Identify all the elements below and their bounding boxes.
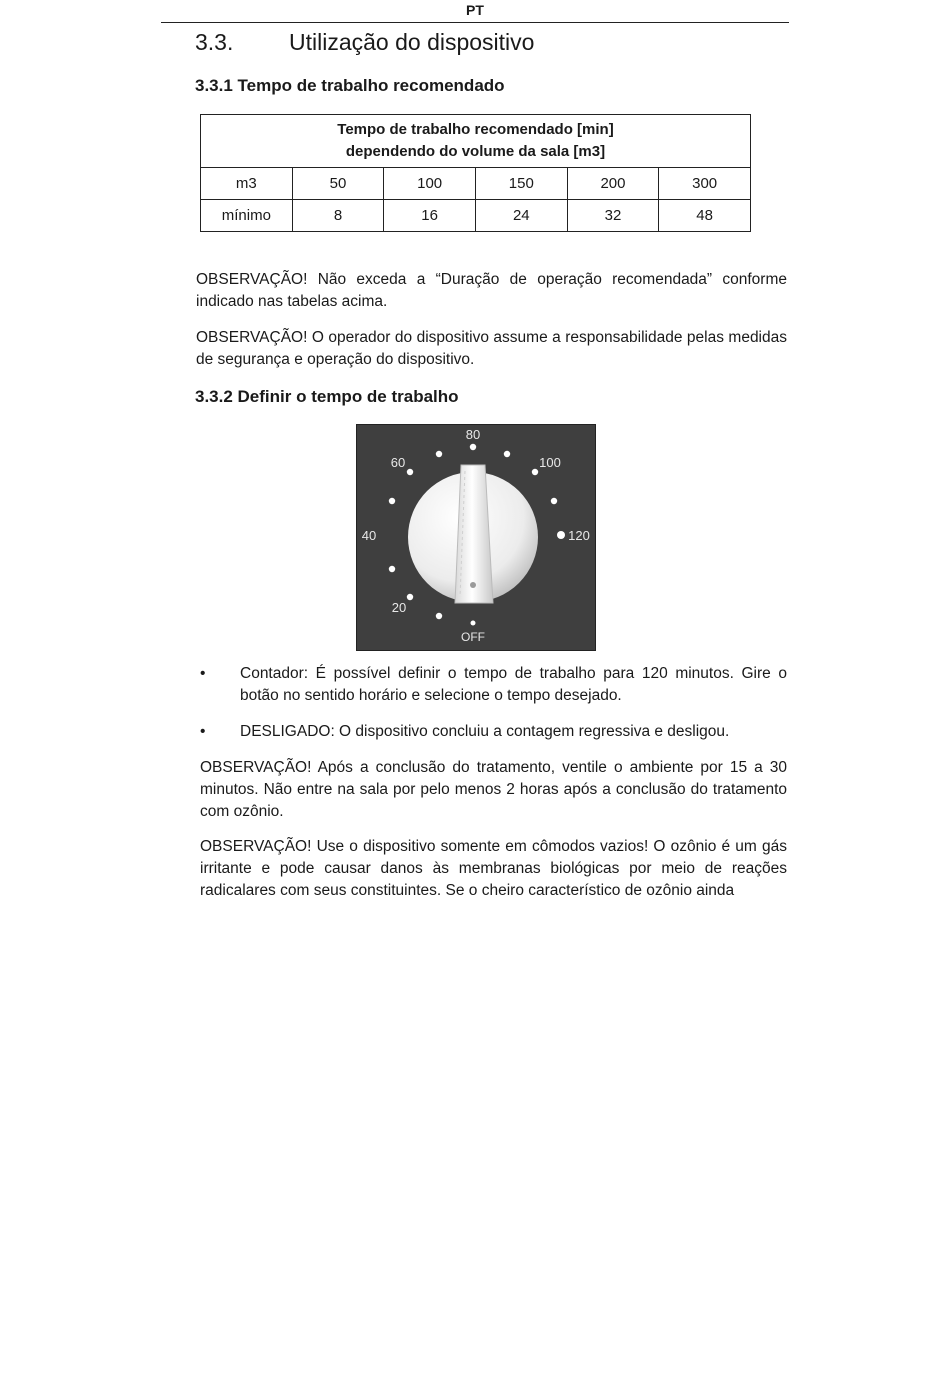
table-cell: 100 [384, 168, 476, 200]
table-cell: 24 [475, 200, 567, 232]
bullet-icon: • [200, 723, 206, 740]
pointer-marker-icon [470, 582, 476, 588]
table-cell: 300 [659, 168, 751, 200]
note-paragraph: OBSERVAÇÃO! Use o dispositivo somente em cômodos vazios! O ozônio é um gás irritante e pode causar danos às membranas biológicas por meio de reações radicalares com seus constituintes. Se o cheiro característico de ozônio ainda [200, 838, 787, 899]
timer-dial-image [356, 424, 596, 651]
table-cell: mínimo [201, 200, 293, 232]
bullet-icon: • [200, 665, 206, 682]
table-cell: 8 [292, 200, 384, 232]
section-number: 3.3. [195, 29, 234, 55]
table-row [201, 200, 751, 232]
note-paragraph: OBSERVAÇÃO! Após a conclusão do tratamento, ventile o ambiente por 15 a 30 minutos. Não entre na sala por pelo menos 2 horas após a conclusão do tratamento com ozônio. [200, 759, 787, 820]
table-header-row [201, 115, 751, 168]
dial-label-40: 40 [361, 528, 377, 543]
table-cell: 200 [567, 168, 659, 200]
table-cell: 16 [384, 200, 476, 232]
table-cell: m3 [201, 168, 293, 200]
table-cell: 48 [659, 200, 751, 232]
section-title-text: Utilização do dispositivo [289, 29, 535, 55]
dial-label-60: 60 [390, 455, 406, 470]
note-paragraph: OBSERVAÇÃO! Não exceda a “Duração de operação recomendada” conforme indicado nas tabelas acima. [196, 271, 787, 310]
table-cell: 150 [475, 168, 567, 200]
dial-label-120: 120 [568, 528, 590, 543]
list-item-text: Contador: É possível definir o tempo de trabalho para 120 minutos. Gire o botão no sentido horário e selecione o tempo desejado. [240, 665, 787, 704]
subsection-title-2: 3.3.2 Definir o tempo de trabalho [195, 387, 459, 406]
work-time-table [200, 114, 751, 232]
table-row [201, 168, 751, 200]
table-header-line1: Tempo de trabalho recomendado [min] [337, 121, 614, 138]
table-cell: 50 [292, 168, 384, 200]
page-header-lang: PT [161, 0, 789, 23]
table-header [201, 115, 751, 168]
dial-label-100: 100 [539, 455, 561, 470]
dial-label-off: OFF [461, 630, 485, 644]
section-title [195, 26, 534, 58]
subsection-title-1: 3.3.1 Tempo de trabalho recomendado [195, 76, 505, 95]
table-cell: 32 [567, 200, 659, 232]
dial-label-80: 80 [465, 427, 481, 442]
dial-label-20: 20 [391, 600, 407, 615]
list-item-text: DESLIGADO: O dispositivo concluiu a contagem regressiva e desligou. [240, 723, 730, 740]
timer-dial-svg [357, 425, 595, 650]
table-header-line2: dependendo do volume da sala [m3] [345, 143, 606, 160]
note-paragraph: OBSERVAÇÃO! O operador do dispositivo assume a responsabilidade pelas medidas de segurança e operação do dispositivo. [196, 329, 787, 368]
